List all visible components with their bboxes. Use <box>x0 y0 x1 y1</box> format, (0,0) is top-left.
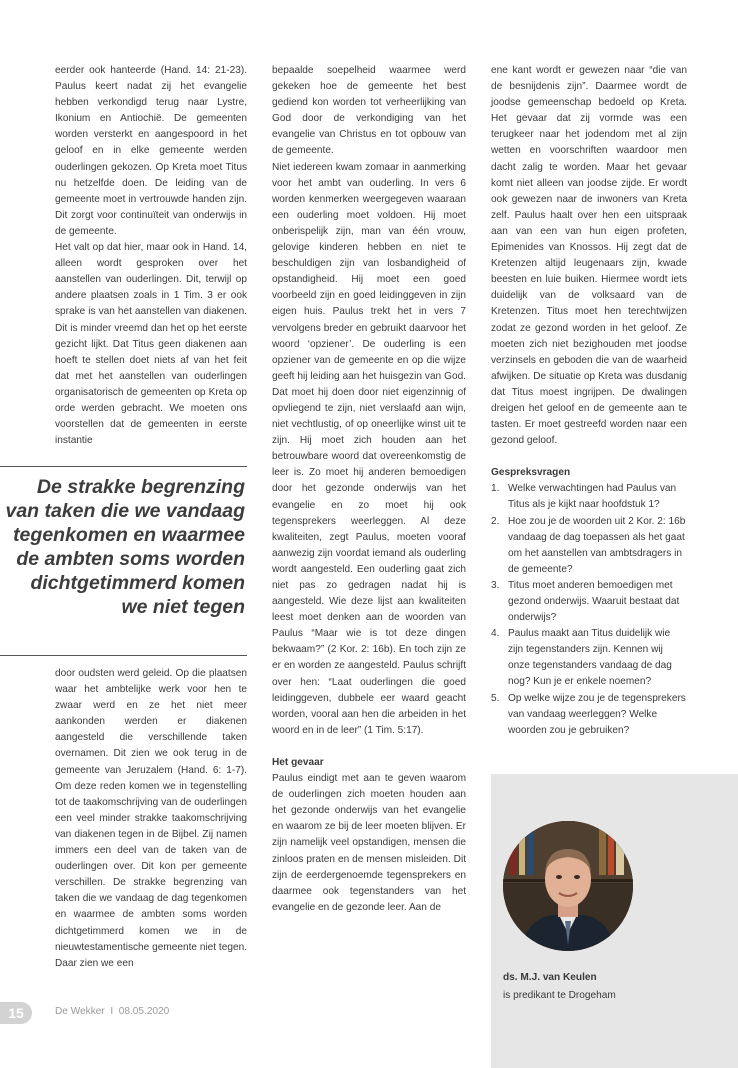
author-role: is predikant te Drogeham <box>503 990 616 1001</box>
column-1-top <box>55 63 247 449</box>
pull-quote-box <box>0 466 247 656</box>
author-name: ds. M.J. van Keulen <box>503 972 597 983</box>
column-2 <box>272 63 466 916</box>
question-item: 4. Paulus maakt aan Titus duidelijk wie zijn tegenstanders zijn. Kennen wij onze tegenstanders vandaag de dag nog? Kun je er enkele noemen? <box>491 628 672 688</box>
paragraph: Het valt op dat hier, maar ook in Hand. 14, alleen wordt gesproken over het aanstellen van ouderlingen. Dit, terwijl op andere plaatsen zoals in 1 Tim. 3 er ook sprake is van het aanstellen van diakenen. Dit is minder vreemd dan het op het eerste gezicht lijkt. Dat Titus geen diakenen aan hoeft te stellen doet niets af van het feit dat met het aanstellen van ouderlingen organisatorisch de gemeenten op Kreta op orde werden gebracht. We moeten ons voorstellen dat de gemeenten in eerste instantie <box>55 242 247 447</box>
question-item: 3. Titus moet anderen bemoedigen met gezond onderwijs. Waaruit bestaat dat onderwijs? <box>491 579 680 624</box>
question-item: 1. Welke verwachtingen had Paulus van Titus als je kijkt naar hoofdstuk 1? <box>491 483 677 511</box>
question-item: 2. Hoe zou je de woorden uit 2 Kor. 2: 16b vandaag de dag toepassen als het gaat om het aanstellen van ambtsdragers in de gemeente? <box>491 515 686 575</box>
column-1-bottom <box>55 666 247 972</box>
author-box <box>491 774 738 1068</box>
section-heading-het-gevaar: Het gevaar <box>272 756 324 768</box>
paragraph: Niet iedereen kwam zomaar in aanmerking voor het ambt van ouderling. In vers 6 worden kenmerken weergegeven waaraan een ouderling moet voldoen. Hij moet onberispelijk zijn, man van één vrouw, gelovige kinderen hebben en niet te beschuldigen zijn van losbandigheid of opstandigheid. Hij moet een goed voorbeeld zijn en goed leidinggeven in zijn eigen huis. Paulus trekt het in vers 7 vervolgens breder en gebruikt daarvoor het woord ‘opziener’. De ouderling is een opziener van de gemeente en op die wijze geeft hij leiding aan het huisgezin van God. Dat moet hij doen door niet eigenzinnig of opvliegend te zijn, niet verslaafd aan wijn, niet vechtlustig, of op oneerlijke winst uit te zijn. Hij moet zich houden aan het betrouwbare woord dat overeenkomstig de leer is. Zo moet hij anderen bemoedigen door het gezonde onderwijs van het evangelie en zo moet hij ook tegensprekers weerleggen. Al deze kwaliteiten, zegt Paulus, moeten vooraf aanwezig zijn voordat iemand als ouderling wordt aangesteld. Een ouderling gaat zich niet pas zo gedragen nadat hij is aangesteld. Wie deze lijst aan kwaliteiten leest moet denken aan de woorden van Paulus “Maar wie is tot deze dingen bekwaam?” (2 Kor. 2: 16b). En toch zijn ze er en worden ze aangesteld. Paulus schrijft over hen: “Laat ouderlingen die goed leidinggeven, dubbele eer waard geacht worden, vooral aan hen die arbeiden in het woord en in de leer” (1 Tim. 5:17). <box>272 161 466 736</box>
questions-heading: Gespreksvragen <box>491 467 571 479</box>
paragraph: door oudsten werd geleid. Op die plaatsen waar het ambtelijke werk voor hen te zwaar werd en ze het niet meer aankonden werden er diakenen aangesteld die verschillende taken overnamen. Dit zien we ook terug in de gemeente van Jeruzalem (Hand. 6: 1-7). Om deze reden komen we in tegenstelling tot de taakomschrijving van de ouderlingen een veel minder strakke taakomschrijving van diakenen tegen in de Bijbel. Zij namen immers een deel van de taken van de ouderlingen over. Dit kon per gemeente verschillen. De strakke begrenzing van taken die we vandaag de dag tegenkomen en waarmee de ambten soms worden dichtgetimmerd komen we in de nieuwtestamentische gemeente niet tegen. Daar zien we een <box>55 668 247 969</box>
paragraph: ene kant wordt er gewezen naar “die van de besnijdenis zijn”. Daarmee wordt de joodse gemeenschap bedoeld op Kreta. Het gevaar dat zij vormde was een terugkeer naar het jodendom met al zijn wetten en voorschriften waardoor men dacht zalig te worden. Maar het gevaar komt niet alleen van joodse zijde. Er wordt ook gewezen naar de inwoners van Kreta zelf. Paulus haalt over hen een uitspraak aan van een van hun eigen profeten, Epimenides van Knossos. Hij zegt dat de Kretenzen altijd leugenaars zijn, kwade beesten en luie buiken. Hiermee wordt iets duidelijk van de volksaard van de Kretenzen. Titus moet hen terechtwijzen zodat ze gezond worden in het geloof. Ze moeten zich niet bezighouden met joodse verzinsels en geboden die van de waarheid afwijken. De situatie op Kreta was dusdanig dat Titus moest ingrijpen. De dwalingen dreigen het geloof en de gemeente aan te tasten. Er moet gestreefd worden naar een gezond geloof. <box>491 65 687 447</box>
paragraph: Paulus eindigt met aan te geven waarom de ouderlingen zich moeten houden aan het gezonde onderwijs van het evangelie en waarom ze bij de leer moeten blijven. Er zijn namelijk veel opstandigen, mensen die zinloos praten en de mensen misleiden. Dit zijn de eerdergenoemde tegensprekers en daarmee ook tegenstanders van het evangelie en de gezonde leer. Aan de <box>272 773 466 913</box>
page-number: 15 <box>0 1002 32 1024</box>
column-3 <box>491 63 687 739</box>
footer-publication: De Wekker I 08.05.2020 <box>55 1006 170 1017</box>
pull-quote: De strakke begrenzing van taken die we vandaag tegenkomen en waarmee de ambten soms worden dichtgetimmerd komen we niet tegen <box>5 476 245 618</box>
paragraph: bepaalde soepelheid waarmee werd gekeken hoe de gemeente het best gediend kon worden tot verheerlijking van God door de verkondiging van het evangelie van Christus en tot opbouw van de gemeente. <box>272 65 466 157</box>
question-item: 5. Op welke wijze zou je de tegensprekers van vandaag weerleggen? Welke woorden zou je gebruiken? <box>491 692 686 736</box>
questions-list <box>491 481 687 739</box>
author-photo <box>503 821 633 951</box>
paragraph: eerder ook hanteerde (Hand. 14: 21-23). Paulus keert nadat zij het evangelie hebben verkondigd terug naar Lystre, Ikonium en Antiochië. De gemeenten worden versterkt en aangespoord in het geloof en in elke gemeente werden ouderlingen gekozen. Op Kreta moet Titus nu hetzelfde doen. De leiding van de gemeente moet in vertrouwde handen zijn. Dit zorgt voor continuïteit van onderwijs in de gemeente. <box>55 65 247 237</box>
